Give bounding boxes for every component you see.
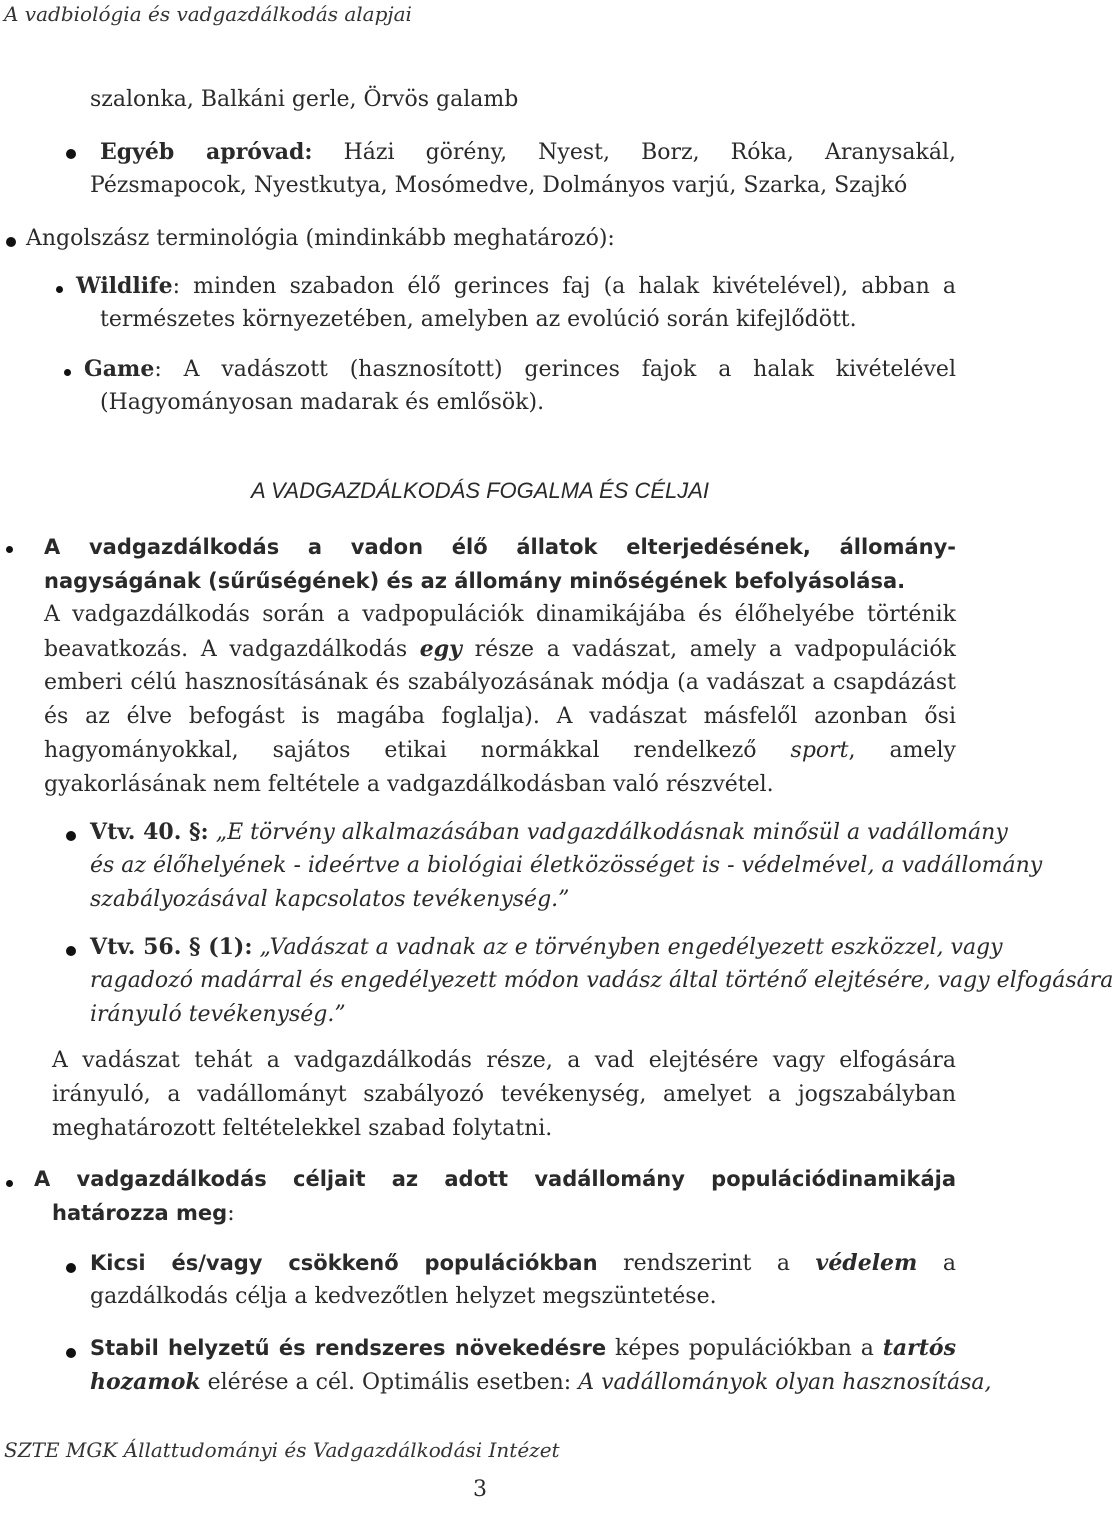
- page-number: 3: [473, 1477, 487, 1502]
- definition-line8: gyakorlásának nem feltétele a vadgazdálkodásban való részvétel.: [44, 772, 774, 797]
- definition-bold-line1: A vadgazdálkodás a vadon élő állatok elterjedésének, állomány-: [44, 535, 956, 559]
- summary-line3: meghatározott feltételekkel szabad folytatni.: [52, 1116, 553, 1141]
- game-line2: (Hagyományosan madarak és emlősök).: [100, 390, 545, 415]
- goals-colon: :: [227, 1201, 235, 1226]
- def-text: beavatkozás. A vadgazdálkodás: [44, 637, 420, 662]
- def-text: része a vadászat, amely a vadpopulációk: [461, 637, 956, 662]
- stable-pop-bold: Stabil helyzetű és rendszeres növekedésre: [90, 1336, 607, 1360]
- small-pop-text: a: [917, 1251, 956, 1276]
- vtv56-line3: irányuló tevékenység.”: [90, 1002, 346, 1027]
- goals-bold: határozza meg: [52, 1201, 228, 1225]
- vtv56-line1: [90, 930, 1003, 965]
- definition-line4: [44, 632, 956, 667]
- game-text: : A vadászott (hasznosított) gerinces fajok a halak kivételével: [154, 357, 956, 382]
- running-header: A vadbiológia és vadgazdálkodás alapjai: [4, 2, 412, 26]
- game-line1: [84, 352, 956, 387]
- definition-line3: A vadgazdálkodás során a vadpopulációk dinamikájába és élőhelyébe történik: [44, 602, 956, 627]
- section-heading: A VADGAZDÁLKODÁS FOGALMA ÉS CÉLJAI: [250, 478, 710, 503]
- vtv40-label: Vtv. 40. §:: [90, 819, 209, 845]
- goals-line1: A vadgazdálkodás céljait az adott vadállomány populációdinamikája: [34, 1167, 956, 1191]
- def-italic: sport: [790, 738, 849, 763]
- footer-institute: SZTE MGK Állattudományi és Vadgazdálkodási Intézet: [4, 1438, 560, 1462]
- stable-pop-italic: A vadállományok olyan hasznosítása,: [578, 1370, 992, 1395]
- def-emphasis: egy: [419, 636, 462, 662]
- stable-pop-emphasis: tartós: [882, 1335, 956, 1361]
- continuation-line: szalonka, Balkáni gerle, Örvös galamb: [90, 87, 519, 112]
- wildlife-term: Wildlife: [76, 273, 173, 299]
- small-pop-line1: [90, 1246, 956, 1281]
- def-text: hagyományokkal, sajátos etikai normákkal rendelkező: [44, 738, 791, 763]
- vtv56-quote: „Vadászat a vadnak az e törvényben engedélyezett eszközzel, vagy: [259, 935, 1003, 960]
- small-bullet-icon: [6, 1164, 13, 1198]
- def-text: , amely: [848, 738, 956, 763]
- definition-line7: [44, 734, 956, 768]
- vtv56-line2: ragadozó madárral és engedélyezett módon vadász által történő elejtésére, vagy elfogására: [90, 968, 1113, 993]
- small-bullet-icon: [56, 270, 63, 304]
- stable-pop-line1: [90, 1331, 956, 1366]
- aprovad-text1: Házi görény, Nyest, Borz, Róka, Aranysakál,: [343, 140, 956, 165]
- vtv56-label: Vtv. 56. § (1):: [90, 934, 253, 960]
- definition-line6: és az élve befogást is magába foglalja). A vadászat másfelől azonban ősi: [44, 704, 956, 729]
- small-pop-text: rendszerint a: [597, 1251, 816, 1276]
- small-bullet-icon: [64, 353, 71, 387]
- definition-bold-line2: nagyságának (sűrűségének) és az állomány minőségének befolyásolása.: [44, 569, 906, 593]
- goals-line2: [52, 1196, 235, 1231]
- bullet-icon: [66, 818, 76, 852]
- definition-bold-text: nagyságának (sűrűségének) és az állomány minőségének befolyásolása: [44, 569, 898, 593]
- vtv40-line1: [90, 815, 1008, 850]
- small-bullet-icon: [6, 530, 13, 564]
- bullet-icon: [66, 1250, 76, 1284]
- vtv40-quote: „E törvény alkalmazásában vadgazdálkodásnak minősül a vadállomány: [215, 820, 1008, 845]
- bullet-icon: [66, 933, 76, 967]
- stable-pop-text: elérése a cél. Optimális esetben:: [200, 1370, 579, 1395]
- small-pop-emphasis: védelem: [815, 1250, 918, 1276]
- stable-pop-text: képes populációkban a: [606, 1336, 883, 1361]
- aprovad-label: Egyéb apróvad:: [100, 139, 313, 165]
- small-pop-bold: Kicsi és/vagy csökkenő populációkban: [90, 1251, 598, 1275]
- small-pop-line2: gazdálkodás célja a kedvezőtlen helyzet megszüntetése.: [90, 1284, 717, 1309]
- game-term: Game: [84, 356, 155, 382]
- stable-pop-emphasis: hozamok: [90, 1369, 201, 1395]
- anglo-title: Angolszász terminológia (mindinkább meghatározó):: [26, 226, 615, 251]
- wildlife-line1: [76, 269, 956, 304]
- vtv40-line2: és az élőhelyének - ideértve a biológiai életközösséget is - védelmével, a vadállomány: [90, 853, 1043, 878]
- summary-line2: irányuló, a vadállományt szabályozó tevékenység, amelyet a jogszabályban: [52, 1082, 956, 1107]
- bullet-icon: [66, 136, 76, 170]
- bullet-icon: [6, 224, 16, 258]
- vtv40-line3: szabályozásával kapcsolatos tevékenység.”: [90, 887, 570, 912]
- wildlife-text: : minden szabadon élő gerinces faj (a halak kivételével), abban a: [172, 274, 956, 299]
- summary-line1: A vadászat tehát a vadgazdálkodás része, a vad elejtésére vagy elfogására: [52, 1048, 956, 1073]
- definition-line5: emberi célú hasznosításának és szabályozásának módja (a vadászat a csapdázást: [44, 670, 956, 695]
- stable-pop-line2: [90, 1365, 992, 1400]
- bullet-icon: [66, 1335, 76, 1369]
- wildlife-line2: természetes környezetében, amelyben az evolúció során kifejlődött.: [100, 307, 857, 332]
- aprovad-line2: Pézsmapocok, Nyestkutya, Mosómedve, Dolmányos varjú, Szarka, Szajkó: [90, 173, 908, 198]
- aprovad-line1: [100, 135, 956, 170]
